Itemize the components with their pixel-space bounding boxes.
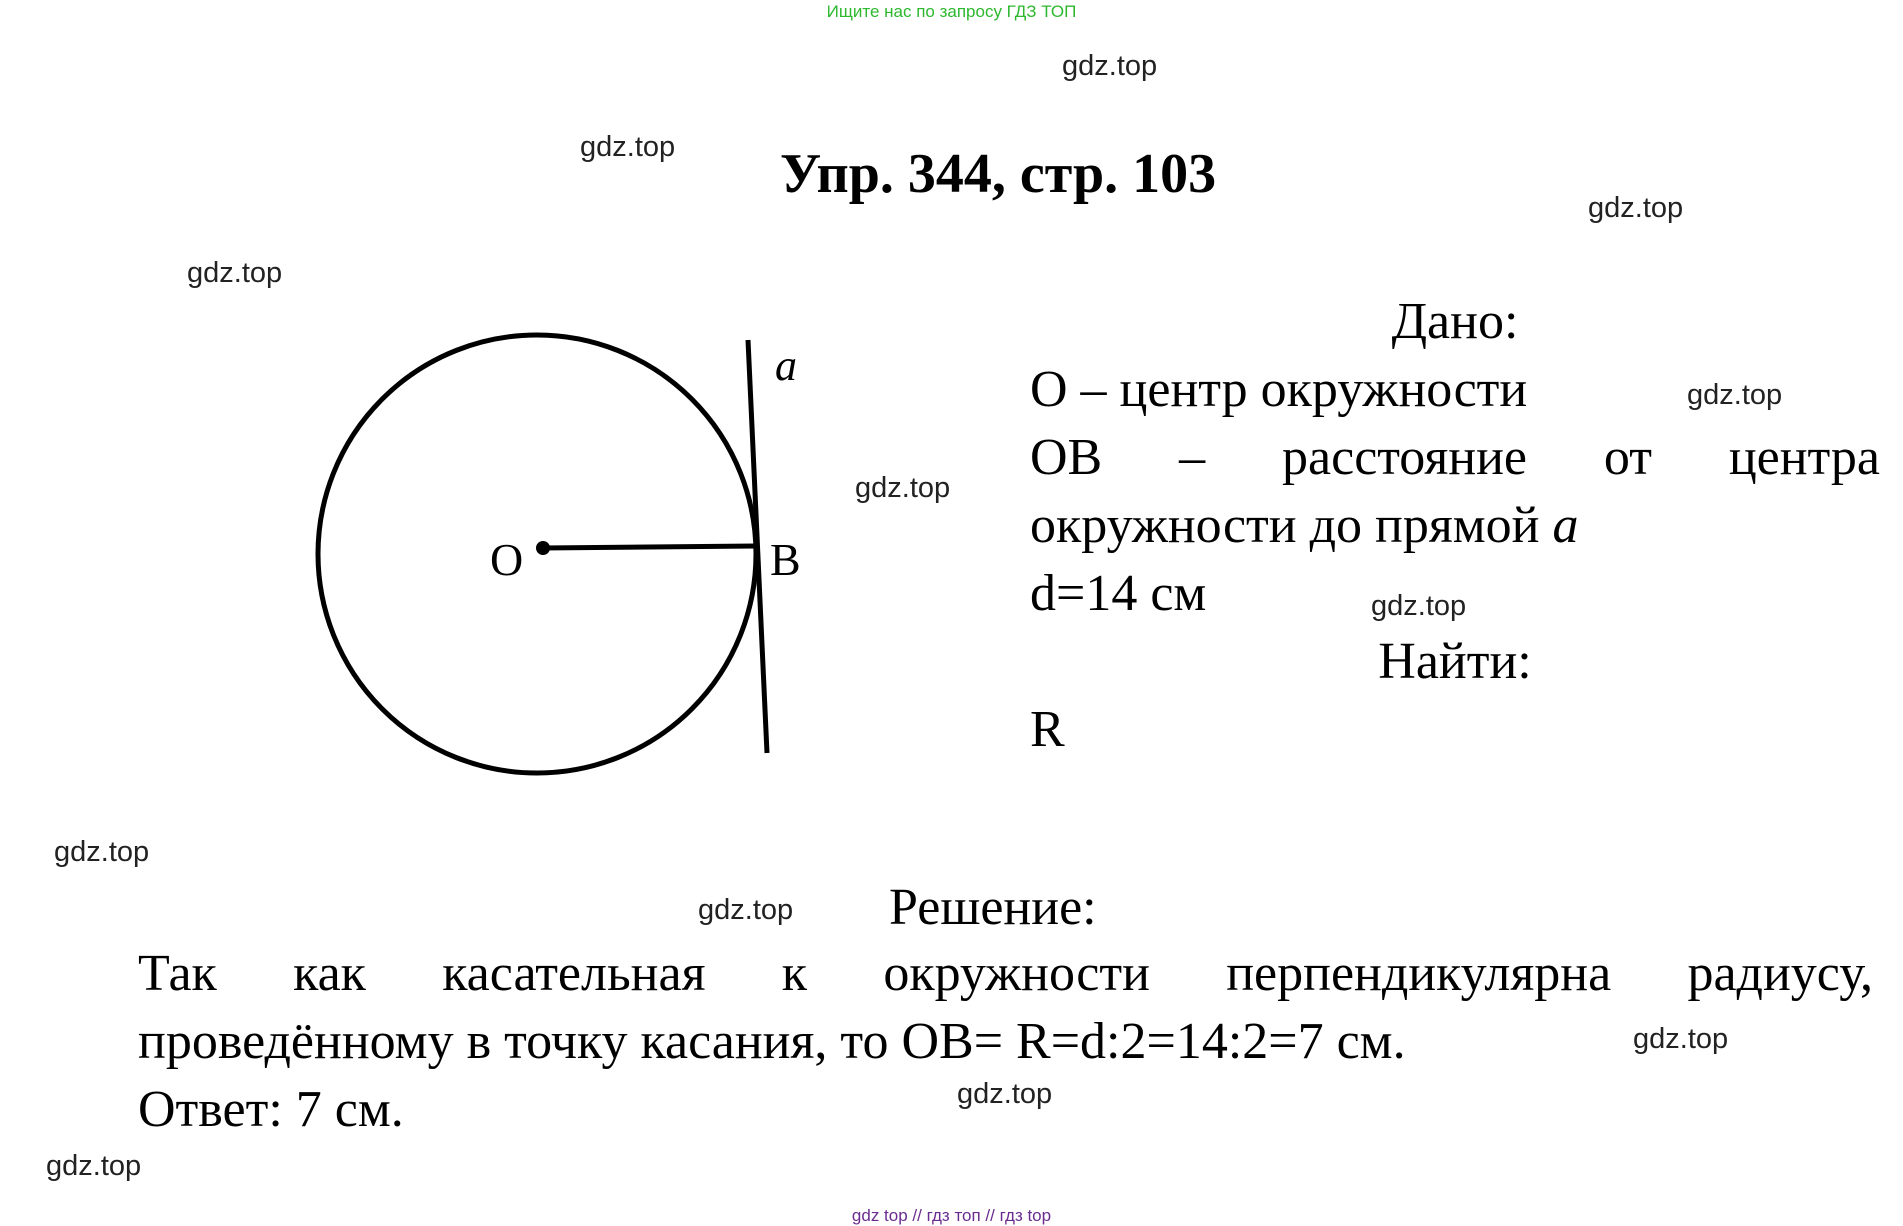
watermark: gdz.top (580, 131, 676, 163)
solution-word: окружности (883, 945, 1150, 1002)
solution-word: как (293, 945, 366, 1002)
watermark: gdz.top (957, 1078, 1053, 1110)
given-block (1030, 288, 1880, 764)
circle (318, 335, 756, 773)
watermark: gdz.top (1588, 192, 1684, 224)
center-point-O (536, 541, 550, 555)
watermark: gdz.top (46, 1150, 142, 1182)
solution-word: перпендикулярна (1226, 945, 1612, 1002)
given-word: расстояние (1282, 429, 1527, 486)
given-word: OB (1030, 429, 1103, 486)
top-banner: Ищите нас по запросу ГДЗ ТОП (826, 2, 1077, 21)
solution-word: Так (138, 945, 217, 1002)
watermark: gdz.top (1687, 379, 1783, 411)
watermark: gdz.top (187, 257, 283, 289)
page-title: Упр. 344, стр. 103 (780, 143, 1217, 205)
solution-line-1 (138, 940, 1873, 1008)
given-word: центра (1728, 429, 1880, 486)
watermark: gdz.top (54, 836, 150, 868)
solution-header: Решение: (889, 879, 1097, 936)
given-line-4: d=14 см (1030, 565, 1207, 622)
answer-line: Ответ: 7 см. (138, 1081, 404, 1138)
watermark: gdz.top (1633, 1023, 1729, 1055)
watermark: gdz.top (1062, 50, 1158, 82)
watermark: gdz.top (1371, 590, 1467, 622)
given-line-1: O – центр окружности (1030, 361, 1528, 418)
given-line-3 (1030, 492, 1880, 560)
solution-word: касательная (442, 945, 706, 1002)
given-line-2 (1030, 424, 1880, 492)
given-line-3-var: a (1552, 497, 1579, 554)
solution-word: к (781, 945, 808, 1002)
given-word: от (1603, 429, 1652, 486)
solution-word: радиусу, (1687, 945, 1873, 1002)
solution-block (138, 940, 1873, 1144)
watermark: gdz.top (698, 894, 794, 926)
footer-links[interactable]: gdz top // гдз топ // гдз top (851, 1206, 1052, 1225)
watermark: gdz.top (855, 472, 951, 504)
given-header: Дано: (1391, 293, 1519, 350)
given-word: – (1179, 429, 1206, 486)
find-value: R (1030, 701, 1065, 758)
radius-OB (543, 546, 756, 548)
find-header: Найти: (1378, 633, 1532, 690)
given-line-3-text: окружности до прямой (1030, 497, 1553, 554)
label-a: a (775, 341, 797, 390)
label-O: O (490, 534, 524, 585)
solution-line-2: проведённому в точку касания, то OB= R=d:2=14:2=7 см. (138, 1013, 1406, 1070)
label-B: B (770, 534, 801, 585)
